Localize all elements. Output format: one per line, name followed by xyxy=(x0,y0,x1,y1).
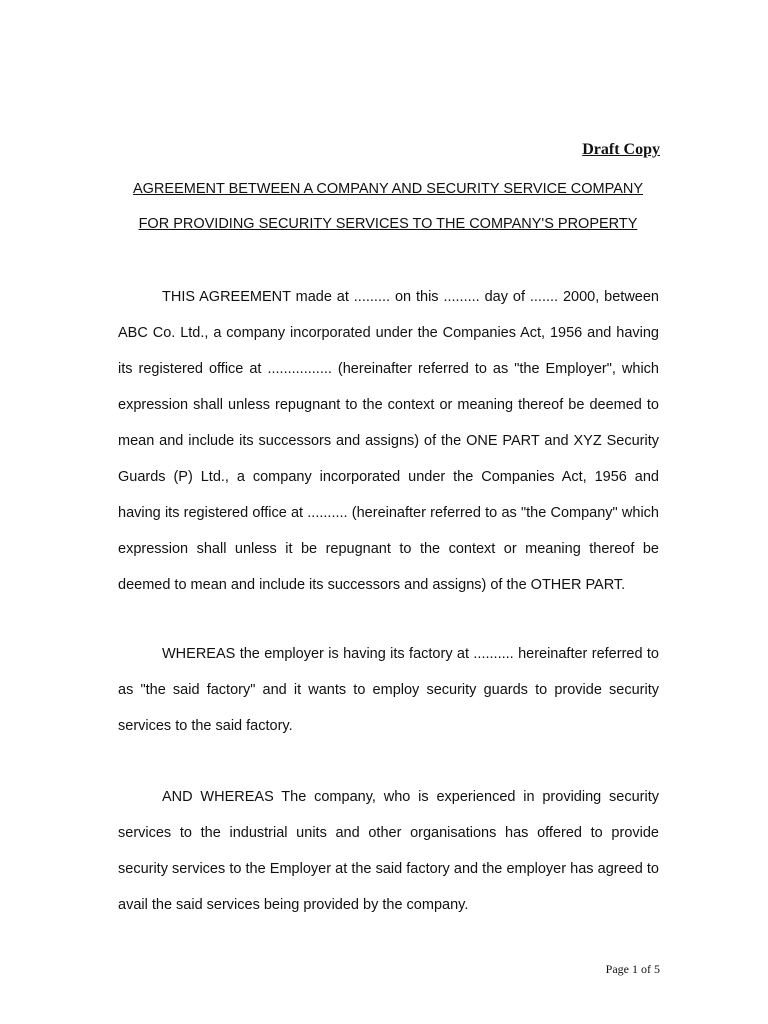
agreement-title-line-2: FOR PROVIDING SECURITY SERVICES TO THE COMPANY'S PROPERTY xyxy=(138,216,638,232)
agreement-paragraph-whereas-services: AND WHEREAS The company, who is experienced in providing security services to the industrial units and other organisations has offered to provide security services to the Employer at the said factory and the employer has agreed to avail the said services being provided by the company. xyxy=(118,789,659,913)
agreement-paragraph-whereas-factory: WHEREAS the employer is having its factory at .......... hereinafter referred to as "the said factory" and it wants to employ security guards to provide security services to the said factory. xyxy=(118,646,659,734)
page-number: Page 1 of 5 xyxy=(605,962,660,976)
agreement-title-line-1: AGREEMENT BETWEEN A COMPANY AND SECURITY SERVICE COMPANY xyxy=(132,181,644,197)
draft-copy-label: Draft Copy xyxy=(582,141,660,158)
agreement-paragraph-parties: THIS AGREEMENT made at ......... on this ......... day of ....... 2000, between ABC Co. Ltd., a company incorporated under the Companies Act, 1956 and having its registered office at ................ (hereinafter referred to as "the Employer", which expression shall unless repugnant to the context or meaning thereof be deemed to mean and include its successors and assigns) of the ONE PART and XYZ Security Guards (P) Ltd., a company incorporated under the Companies Act, 1956 and having its registered office at .......... (hereinafter referred to as "the Company" which expression shall unless it be repugnant to the context or meaning thereof be deemed to mean and include its successors and assigns) of the OTHER PART. xyxy=(118,289,659,593)
